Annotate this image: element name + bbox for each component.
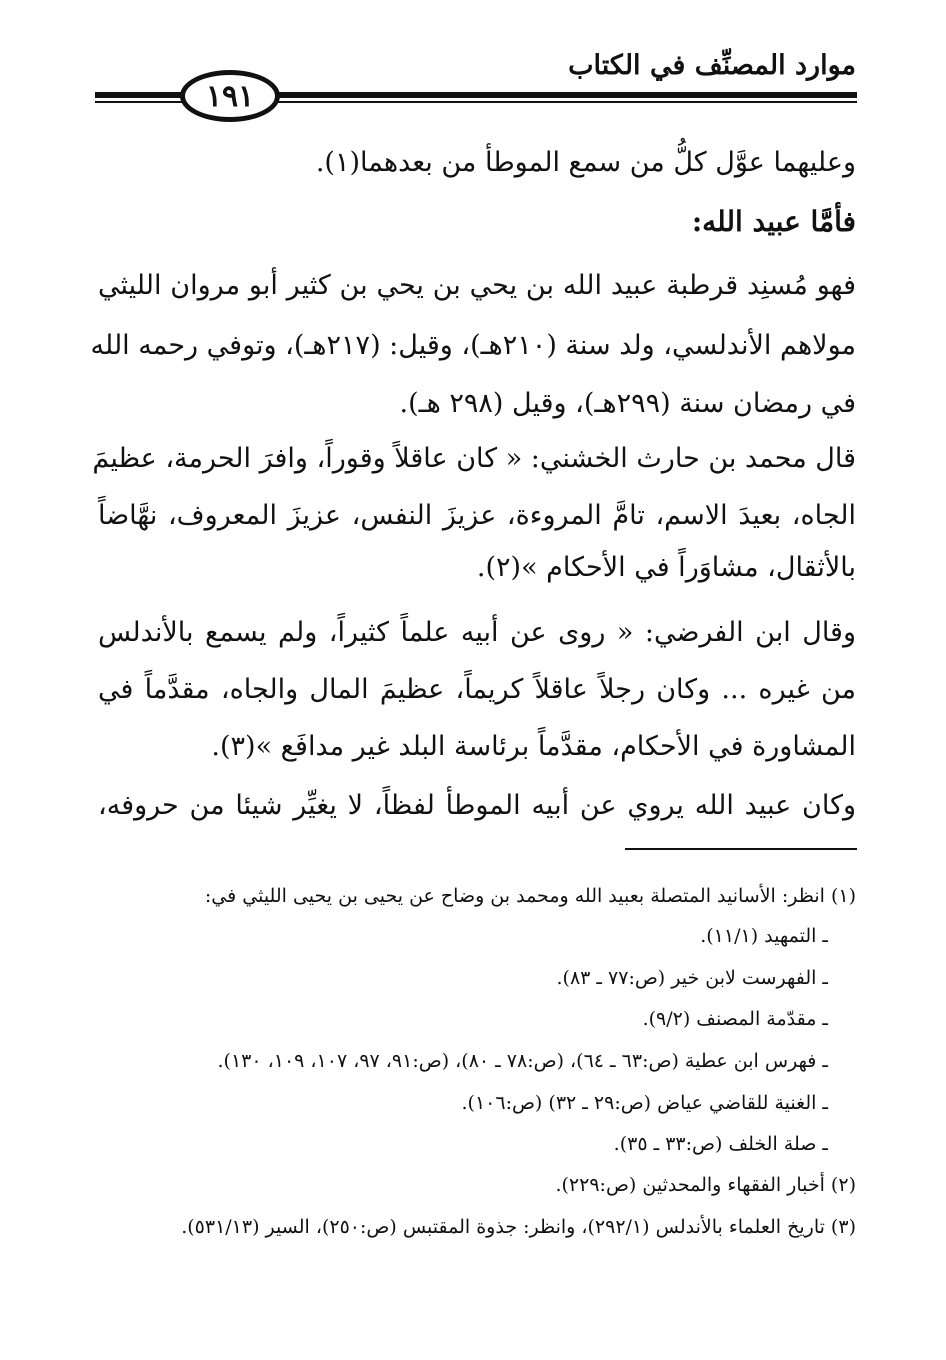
footnote-line: ـ التمهيد (١١/١). xyxy=(700,925,828,947)
footnote-line: (٣) تاريخ العلماء بالأندلس (٢٩٢/١)، وانظر: جذوة المقتبس (ص:٢٥٠)، السير (٥٣١/١٣). xyxy=(181,1216,856,1238)
body-line: من غيره ... وكان رجلاً عاقلاً كريماً، عظيمَ المال والجاه، مقدَّماً في xyxy=(98,674,856,705)
footnote-line: ـ مقدّمة المصنف (٩/٢). xyxy=(642,1008,828,1030)
footnote-line: ـ الفهرست لابن خير (ص:٧٧ ـ ٨٣). xyxy=(556,967,828,989)
body-line: الجاه، بعيدَ الاسم، تامَّ المروءة، عزيزَ النفس، عزيزَ المعروف، نهَّاضاً xyxy=(98,500,856,531)
footnote-line: (٢) أخبار الفقهاء والمحدثين (ص:٢٢٩). xyxy=(555,1174,856,1196)
footnote-line: ـ صلة الخلف (ص:٣٣ ـ ٣٥). xyxy=(613,1133,828,1155)
running-title: موارد المصنِّف في الكتاب xyxy=(568,50,856,81)
footnote-line: ـ الغنية للقاضي عياض (ص:٢٩ ـ ٣٢) (ص:١٠٦). xyxy=(461,1092,828,1114)
page-number: ١٩١ xyxy=(180,70,280,122)
footnote-rule xyxy=(625,848,857,850)
body-line: وكان عبيد الله يروي عن أبيه الموطأ لفظاً، لا يغيِّر شيئا من حروفه، xyxy=(98,790,856,821)
body-line: في رمضان سنة (٢٩٩هـ)، وقيل (٢٩٨ هـ). xyxy=(399,388,856,419)
body-line: مولاهم الأندلسي، ولد سنة (٢١٠هـ)، وقيل: (٢١٧هـ)، وتوفي رحمه الله xyxy=(90,330,856,361)
body-line: فهو مُسنِد قرطبة عبيد الله بن يحي بن يحي بن كثير أبو مروان الليثي xyxy=(98,270,856,301)
section-heading: فأمَّا عبيد الله: xyxy=(691,205,856,238)
footnote-line: (١) انظر: الأسانيد المتصلة بعبيد الله ومحمد بن وضاح عن يحيى بن يحيى الليثي في: xyxy=(204,885,856,907)
body-line: بالأثقال، مشاوَراً في الأحكام »(٢). xyxy=(476,552,856,583)
body-line: قال محمد بن حارث الخشني: « كان عاقلاً وقوراً، وافرَ الحرمة، عظيمَ xyxy=(92,443,856,474)
footnote-line: ـ فهرس ابن عطية (ص:٦٣ ـ ٦٤)، (ص:٧٨ ـ ٨٠)، (ص:٩١، ٩٧، ١٠٧، ١٠٩، ١٣٠). xyxy=(217,1050,828,1072)
body-line: وقال ابن الفرضي: « روى عن أبيه علماً كثيراً، ولم يسمع بالأندلس xyxy=(98,617,856,648)
body-line: وعليهما عوَّل كلُّ من سمع الموطأ من بعدهما(١). xyxy=(315,147,856,178)
body-line: المشاورة في الأحكام، مقدَّماً برئاسة البلد غير مدافَع »(٣). xyxy=(211,731,856,762)
